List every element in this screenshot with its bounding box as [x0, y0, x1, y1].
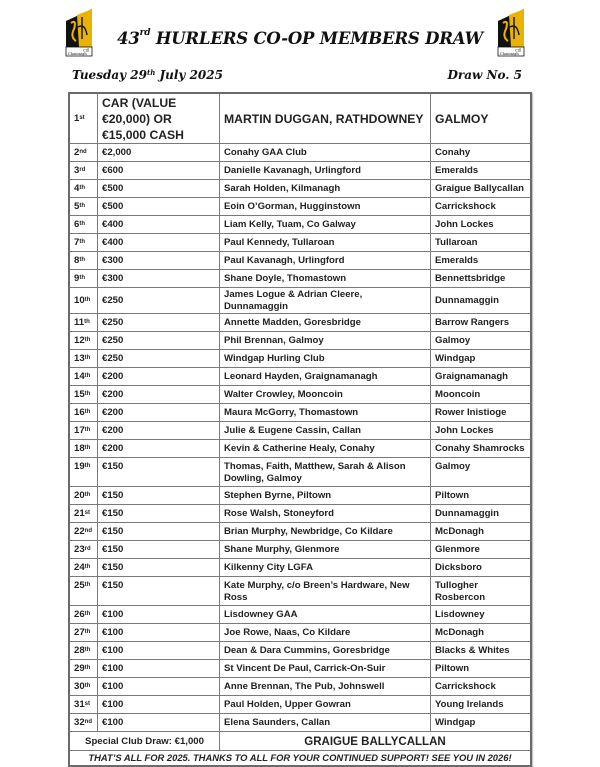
club-cell: Piltown — [431, 660, 532, 678]
position-ordinal: th — [84, 629, 91, 635]
position-ordinal: th — [79, 185, 86, 191]
position-ordinal: th — [84, 373, 91, 379]
position-number: 2 — [74, 147, 80, 158]
prize-cell: €150 — [98, 487, 220, 505]
club-cell: Blacks & Whites — [431, 642, 532, 660]
winner-cell: Rose Walsh, Stoneyford — [220, 505, 431, 523]
club-cell: Lisdowney — [431, 606, 532, 624]
prize-cell: €150 — [98, 523, 220, 541]
prize-cell: €400 — [98, 216, 220, 234]
club-cell: Carrickshock — [431, 678, 532, 696]
position-number: 7 — [74, 237, 80, 248]
position-number: 20 — [74, 490, 85, 501]
winner-cell: Stephen Byrne, Piltown — [220, 487, 431, 505]
position-number: 32 — [74, 717, 85, 728]
position-number: 10 — [74, 295, 85, 306]
table-row — [69, 696, 531, 714]
special-draw-winner: GRAIGUE BALLYCALLAN — [220, 732, 532, 751]
date-rest: July 2025 — [155, 68, 223, 82]
position-number: 11 — [74, 317, 85, 328]
table-row — [69, 606, 531, 624]
table-row — [69, 440, 531, 458]
prize-cell: €250 — [98, 314, 220, 332]
prize-cell: €150 — [98, 559, 220, 577]
table-row — [69, 198, 531, 216]
table-row — [69, 714, 531, 732]
winner-cell: Kilkenny City LGFA — [220, 559, 431, 577]
position-cell — [69, 577, 98, 606]
table-row — [69, 144, 531, 162]
position-number: 28 — [74, 645, 85, 656]
position-number: 16 — [74, 407, 85, 418]
position-ordinal: rd — [79, 167, 86, 173]
position-ordinal: nd — [84, 719, 93, 725]
prize-cell: €500 — [98, 198, 220, 216]
table-row — [69, 216, 531, 234]
winner-cell: MARTIN DUGGAN, RATHDOWNEY — [220, 93, 431, 144]
svg-text:Chainnigh: Chainnigh — [68, 52, 87, 56]
winner-cell: Conahy GAA Club — [220, 144, 431, 162]
position-ordinal: th — [84, 427, 91, 433]
prize-cell: €250 — [98, 350, 220, 368]
prize-cell: €200 — [98, 422, 220, 440]
position-cell — [69, 252, 98, 270]
position-number: 3 — [74, 165, 80, 176]
position-ordinal: th — [79, 203, 86, 209]
position-cell — [69, 440, 98, 458]
prize-cell: €400 — [98, 234, 220, 252]
position-number: 31 — [74, 699, 85, 710]
footer-message: THAT’S ALL FOR 2025. THANKS TO ALL FOR YOUR CONTINUED SUPPORT! SEE YOU IN 2026! — [69, 751, 531, 767]
club-cell: Dicksboro — [431, 559, 532, 577]
prize-cell: €200 — [98, 386, 220, 404]
prize-cell: €100 — [98, 624, 220, 642]
table-row — [69, 368, 531, 386]
winner-cell: Elena Saunders, Callan — [220, 714, 431, 732]
table-row — [69, 270, 531, 288]
position-cell — [69, 350, 98, 368]
club-cell: Bennettsbridge — [431, 270, 532, 288]
prize-cell: €100 — [98, 606, 220, 624]
position-ordinal: th — [84, 492, 91, 498]
winner-cell: Anne Brennan, The Pub, Johnswell — [220, 678, 431, 696]
table-row — [69, 350, 531, 368]
prize-cell: €600 — [98, 162, 220, 180]
position-cell — [69, 505, 98, 523]
table-row — [69, 577, 531, 606]
table-row — [69, 505, 531, 523]
prize-cell: €150 — [98, 577, 220, 606]
prize-cell: €2,000 — [98, 144, 220, 162]
club-cell: Conahy Shamrocks — [431, 440, 532, 458]
position-number: 21 — [74, 508, 85, 519]
position-cell — [69, 386, 98, 404]
page-title — [0, 29, 600, 48]
table-row — [69, 678, 531, 696]
position-cell — [69, 458, 98, 487]
position-cell — [69, 624, 98, 642]
table-row — [69, 93, 531, 144]
winner-cell: Phil Brennan, Galmoy — [220, 332, 431, 350]
table-row — [69, 458, 531, 487]
club-cell: Graigue Ballycallan — [431, 180, 532, 198]
position-cell — [69, 93, 98, 144]
position-number: 23 — [74, 544, 85, 555]
position-ordinal: th — [84, 564, 91, 570]
position-number: 26 — [74, 609, 85, 620]
draw-date — [72, 68, 223, 82]
position-ordinal: th — [84, 297, 91, 303]
club-cell: McDonagh — [431, 523, 532, 541]
draw-number: Draw No. 5 — [447, 68, 522, 82]
position-ordinal: st — [79, 115, 85, 121]
position-cell — [69, 714, 98, 732]
title-number: 43 — [117, 29, 140, 48]
club-cell: Tullaroan — [431, 234, 532, 252]
club-cell: Galmoy — [431, 332, 532, 350]
position-cell — [69, 660, 98, 678]
prize-cell: €200 — [98, 368, 220, 386]
prize-cell: €250 — [98, 288, 220, 314]
position-cell — [69, 288, 98, 314]
position-ordinal: th — [84, 611, 91, 617]
position-number: 29 — [74, 663, 85, 674]
svg-text:Cill: Cill — [83, 48, 90, 53]
position-cell — [69, 270, 98, 288]
table-row — [69, 162, 531, 180]
position-ordinal: nd — [79, 149, 87, 155]
position-number: 30 — [74, 681, 85, 692]
position-cell — [69, 487, 98, 505]
prize-cell: €150 — [98, 505, 220, 523]
winner-cell: St Vincent De Paul, Carrick-On-Suir — [220, 660, 431, 678]
prize-cell: €500 — [98, 180, 220, 198]
table-row — [69, 487, 531, 505]
position-cell — [69, 216, 98, 234]
position-ordinal: th — [84, 665, 91, 671]
position-number: 19 — [74, 461, 85, 472]
table-row — [69, 252, 531, 270]
club-cell: Piltown — [431, 487, 532, 505]
club-cell: Galmoy — [431, 458, 532, 487]
club-cell: Mooncoin — [431, 386, 532, 404]
table-row — [69, 314, 531, 332]
club-cell: Barrow Rangers — [431, 314, 532, 332]
position-number: 8 — [74, 255, 80, 266]
table-row — [69, 180, 531, 198]
club-cell: Windgap — [431, 350, 532, 368]
position-cell — [69, 606, 98, 624]
position-cell — [69, 234, 98, 252]
position-number: 17 — [74, 425, 85, 436]
club-cell: John Lockes — [431, 216, 532, 234]
prize-cell: €150 — [98, 458, 220, 487]
winner-cell: Brian Murphy, Newbridge, Co Kildare — [220, 523, 431, 541]
table-row — [69, 642, 531, 660]
position-number: 9 — [74, 273, 80, 284]
position-cell — [69, 144, 98, 162]
winner-cell: Leonard Hayden, Graignamanagh — [220, 368, 431, 386]
position-cell — [69, 541, 98, 559]
winner-cell: Eoin O’Gorman, Hugginstown — [220, 198, 431, 216]
svg-text:Cill: Cill — [515, 48, 522, 53]
winner-cell: Danielle Kavanagh, Urlingford — [220, 162, 431, 180]
prize-cell: €250 — [98, 332, 220, 350]
winner-cell: Liam Kelly, Tuam, Co Galway — [220, 216, 431, 234]
date-day: Tuesday 29 — [72, 68, 147, 82]
position-ordinal: th — [79, 239, 86, 245]
winner-cell: Kate Murphy, c/o Breen’s Hardware, New Ross — [220, 577, 431, 606]
table-row — [69, 332, 531, 350]
prize-cell: €100 — [98, 678, 220, 696]
position-cell — [69, 404, 98, 422]
position-number: 14 — [74, 371, 85, 382]
club-cell: Rower Inistioge — [431, 404, 532, 422]
table-row — [69, 660, 531, 678]
position-number: 13 — [74, 353, 85, 364]
position-ordinal: st — [84, 510, 91, 516]
position-ordinal: th — [84, 683, 91, 689]
winner-cell: Annette Madden, Goresbridge — [220, 314, 431, 332]
club-cell: McDonagh — [431, 624, 532, 642]
prize-cell: CAR (VALUE €20,000) OR €15,000 CASH — [98, 93, 220, 144]
position-cell — [69, 162, 98, 180]
prize-cell: €200 — [98, 440, 220, 458]
draw-results-table — [68, 92, 532, 767]
position-ordinal: th — [84, 463, 91, 469]
winner-cell: Windgap Hurling Club — [220, 350, 431, 368]
position-number: 22 — [74, 526, 85, 537]
position-number: 1 — [74, 113, 80, 124]
position-cell — [69, 559, 98, 577]
winner-cell: Walter Crowley, Mooncoin — [220, 386, 431, 404]
prize-cell: €100 — [98, 714, 220, 732]
club-cell: Dunnamaggin — [431, 505, 532, 523]
position-number: 15 — [74, 389, 85, 400]
club-cell: Young Irelands — [431, 696, 532, 714]
position-number: 25 — [74, 580, 85, 591]
position-cell — [69, 180, 98, 198]
position-ordinal: nd — [84, 528, 93, 534]
position-ordinal: th — [84, 355, 91, 361]
position-ordinal: th — [84, 445, 91, 451]
position-ordinal: th — [79, 275, 86, 281]
prize-cell: €300 — [98, 252, 220, 270]
winner-cell: Maura McGorry, Thomastown — [220, 404, 431, 422]
position-cell — [69, 523, 98, 541]
special-draw-label: Special Club Draw: €1,000 — [69, 732, 220, 751]
position-ordinal: th — [84, 337, 91, 343]
position-cell — [69, 678, 98, 696]
position-cell — [69, 368, 98, 386]
club-cell: Conahy — [431, 144, 532, 162]
winner-cell: Joe Rowe, Naas, Co Kildare — [220, 624, 431, 642]
prize-cell: €100 — [98, 696, 220, 714]
winner-cell: Julie & Eugene Cassin, Callan — [220, 422, 431, 440]
club-cell: Emeralds — [431, 252, 532, 270]
position-number: 18 — [74, 443, 85, 454]
position-ordinal: th — [84, 409, 91, 415]
position-number: 27 — [74, 627, 85, 638]
title-ordinal: rd — [139, 28, 151, 38]
footer-row — [69, 751, 531, 767]
winner-cell: Sarah Holden, Kilmanagh — [220, 180, 431, 198]
position-ordinal: rd — [84, 546, 91, 552]
winner-cell: Paul Kennedy, Tullaroan — [220, 234, 431, 252]
table-row — [69, 234, 531, 252]
prize-cell: €200 — [98, 404, 220, 422]
position-ordinal: th — [79, 257, 86, 263]
table-row — [69, 624, 531, 642]
prize-cell: €100 — [98, 642, 220, 660]
club-cell: Dunnamaggin — [431, 288, 532, 314]
special-club-draw-row — [69, 732, 531, 751]
position-number: 4 — [74, 183, 80, 194]
table-row — [69, 422, 531, 440]
prize-cell: €300 — [98, 270, 220, 288]
svg-text:Chainnigh: Chainnigh — [500, 52, 519, 56]
table-row — [69, 386, 531, 404]
club-cell: Carrickshock — [431, 198, 532, 216]
winner-cell: James Logue & Adrian Cleere, Dunnamaggin — [220, 288, 431, 314]
winner-cell: Paul Holden, Upper Gowran — [220, 696, 431, 714]
table-row — [69, 523, 531, 541]
winner-cell: Shane Murphy, Glenmore — [220, 541, 431, 559]
table-row — [69, 541, 531, 559]
position-cell — [69, 422, 98, 440]
prize-cell: €150 — [98, 541, 220, 559]
club-cell: Windgap — [431, 714, 532, 732]
position-number: 12 — [74, 335, 85, 346]
position-number: 6 — [74, 219, 80, 230]
position-cell — [69, 696, 98, 714]
club-cell: John Lockes — [431, 422, 532, 440]
table-row — [69, 404, 531, 422]
winner-cell: Shane Doyle, Thomastown — [220, 270, 431, 288]
club-cell: GALMOY — [431, 93, 532, 144]
position-ordinal: st — [84, 701, 91, 707]
position-cell — [69, 642, 98, 660]
prize-cell: €100 — [98, 660, 220, 678]
position-cell — [69, 332, 98, 350]
date-ordinal: th — [146, 68, 156, 77]
club-cell: Graignamanagh — [431, 368, 532, 386]
club-cell: Glenmore — [431, 541, 532, 559]
table-row — [69, 559, 531, 577]
position-ordinal: th — [79, 221, 86, 227]
winner-cell: Kevin & Catherine Healy, Conahy — [220, 440, 431, 458]
winner-cell: Lisdowney GAA — [220, 606, 431, 624]
position-cell — [69, 198, 98, 216]
winner-cell: Thomas, Faith, Matthew, Sarah & Alison Dowling, Galmoy — [220, 458, 431, 487]
position-ordinal: th — [84, 647, 91, 653]
position-number: 5 — [74, 201, 80, 212]
position-number: 24 — [74, 562, 85, 573]
position-ordinal: th — [84, 391, 91, 397]
table-row — [69, 288, 531, 314]
club-cell: Tullogher Rosbercon — [431, 577, 532, 606]
title-text: HURLERS CO-OP MEMBERS DRAW — [150, 29, 483, 48]
position-ordinal: th — [84, 319, 90, 325]
position-cell — [69, 314, 98, 332]
club-cell: Emeralds — [431, 162, 532, 180]
winner-cell: Dean & Dara Cummins, Goresbridge — [220, 642, 431, 660]
position-ordinal: th — [84, 582, 91, 588]
winner-cell: Paul Kavanagh, Urlingford — [220, 252, 431, 270]
